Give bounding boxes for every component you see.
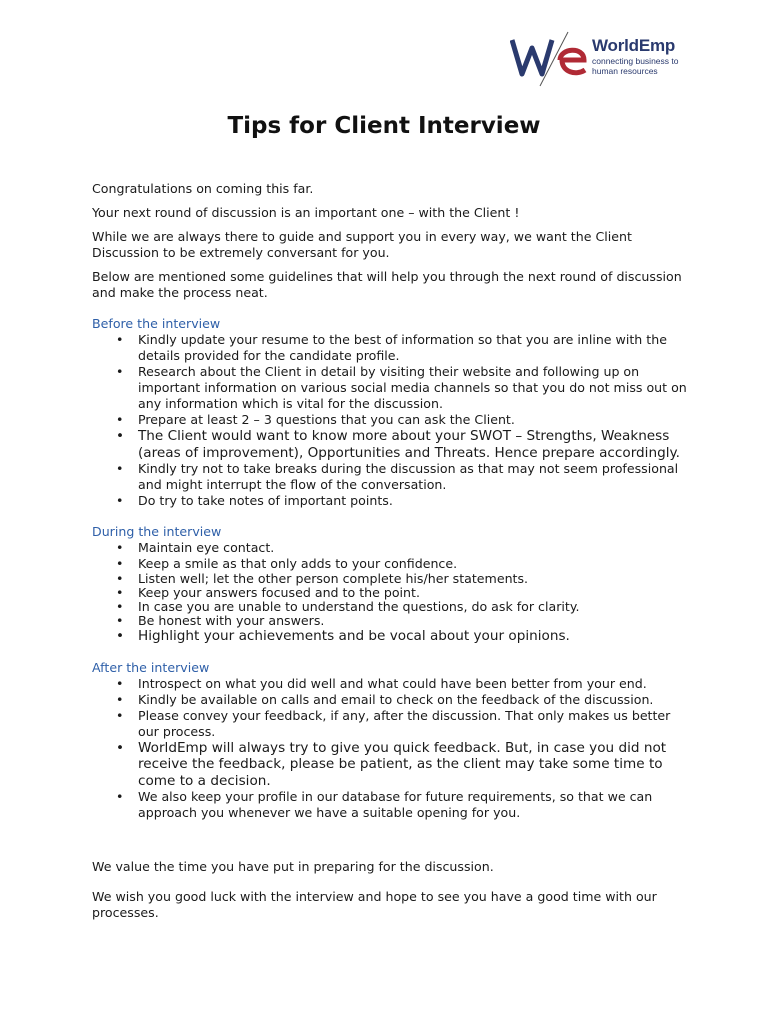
document-body xyxy=(92,181,692,929)
list-item: • Do try to take notes of important points. xyxy=(138,493,692,509)
section-heading-during: During the interview xyxy=(92,524,222,539)
list-item: • Keep your answers focused and to the point. xyxy=(138,586,692,600)
closing-paragraph: We value the time you have put in preparing for the discussion. xyxy=(92,859,494,874)
page-title: Tips for Client Interview xyxy=(227,113,541,139)
logo-brand-text: WorldEmp xyxy=(592,36,676,55)
intro-paragraph: While we are always there to guide and support you in every way, we want the Client Discussion to be extremely conversant for you. xyxy=(92,229,632,260)
during-list xyxy=(92,540,692,645)
before-list xyxy=(92,332,692,509)
list-item: • Please convey your feedback, if any, after the discussion. That only makes us better our process. xyxy=(138,708,692,740)
list-item: • Introspect on what you did well and what could have been better from your end. xyxy=(138,676,692,692)
list-item: • Kindly try not to take breaks during the discussion as that may not seem professional and might interrupt the flow of the conversation. xyxy=(138,461,692,493)
intro-paragraph: Congratulations on coming this far. xyxy=(92,181,314,196)
list-item: • The Client would want to know more about your SWOT – Strengths, Weakness (areas of improvement), Opportunities and Threats. Hence prepare accordingly. xyxy=(138,428,692,461)
section-heading-after: After the interview xyxy=(92,659,210,675)
list-item: • Kindly be available on calls and email to check on the feedback of the discussion. xyxy=(138,692,692,708)
list-item: • Maintain eye contact. xyxy=(138,540,692,556)
list-item: • In case you are unable to understand the questions, do ask for clarity. xyxy=(138,600,692,614)
list-item: • Be honest with your answers. xyxy=(138,614,692,628)
section-heading-before: Before the interview xyxy=(92,316,221,331)
list-item: • WorldEmp will always try to give you quick feedback. But, in case you did not receive the feedback, please be patient, as the client may take some time to come to a decision. xyxy=(138,740,692,790)
list-item: • Highlight your achievements and be vocal about your opinions. xyxy=(138,628,692,645)
logo-tagline: connecting business to human resources xyxy=(592,56,679,76)
after-list xyxy=(92,676,692,822)
list-item: • Prepare at least 2 – 3 questions that you can ask the Client. xyxy=(138,412,692,428)
worldemp-logo xyxy=(510,30,710,88)
list-item: • Keep a smile as that only adds to your confidence. xyxy=(138,556,692,572)
we-logo-icon xyxy=(510,30,590,88)
intro-paragraph: Your next round of discussion is an important one – with the Client ! xyxy=(92,205,520,220)
intro-paragraph: Below are mentioned some guidelines that will help you through the next round of discussion and make the process neat. xyxy=(92,269,682,300)
list-item: • We also keep your profile in our database for future requirements, so that we can approach you whenever we have a suitable opening for you. xyxy=(138,789,692,821)
list-item: • Listen well; let the other person complete his/her statements. xyxy=(138,572,692,586)
closing-paragraph: We wish you good luck with the interview and hope to see you have a good time with our processes. xyxy=(92,889,657,920)
list-item: • Kindly update your resume to the best of information so that you are inline with the details provided for the candidate profile. xyxy=(138,332,692,364)
list-item: • Research about the Client in detail by visiting their website and following up on important information on various social media channels so that you do not miss out on any information which is vital for the discussion. xyxy=(138,364,692,412)
